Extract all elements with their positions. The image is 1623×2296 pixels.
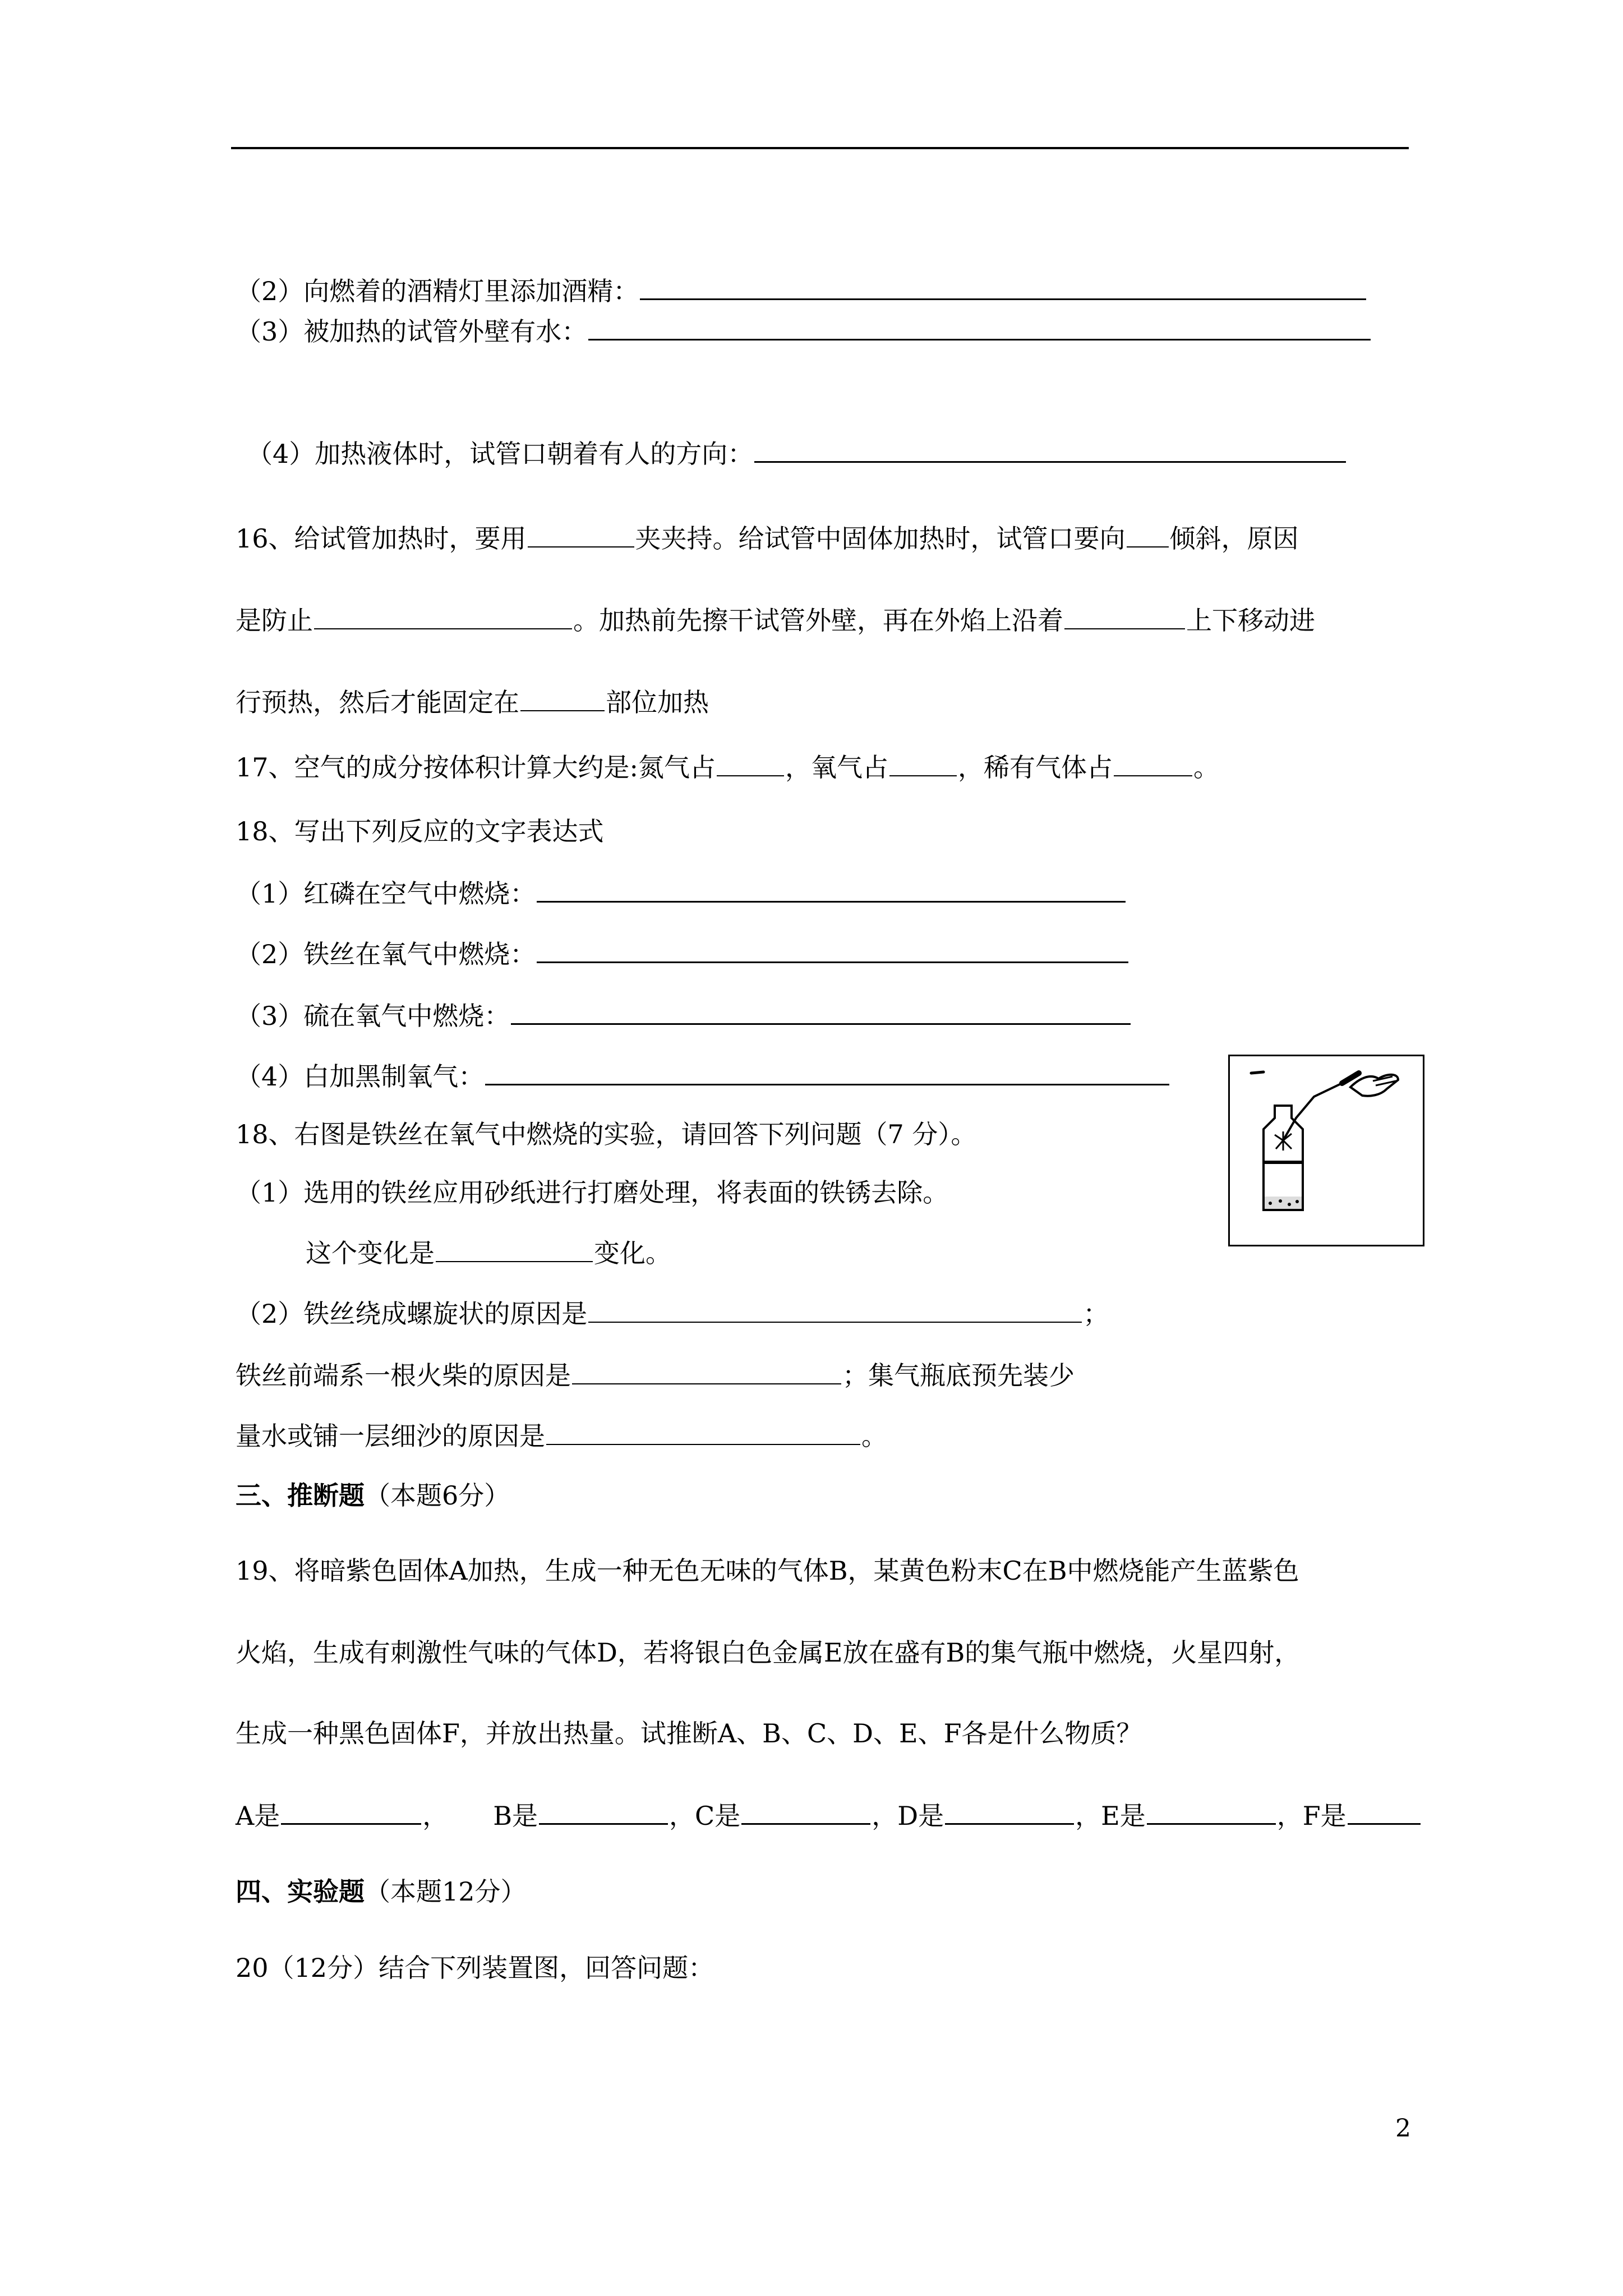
- q18-equations-title: 18、写出下列反应的文字表达式: [236, 816, 604, 846]
- answer-blank[interactable]: [640, 274, 1366, 300]
- q15-item-2: （2）向燃着的酒精灯里添加酒精：: [236, 274, 1367, 308]
- q16-line-2: 是防止 。加热前先擦干试管外壁，再在外焰上沿着 上下移动进: [236, 604, 1315, 637]
- answer-blank[interactable]: [945, 1798, 1074, 1825]
- answer-blank[interactable]: [717, 751, 784, 776]
- iron-wire-combustion-figure: [1228, 1055, 1424, 1246]
- q19-line-1: 19、将暗紫色固体A加热，生成一种无色无味的气体B，某黄色粉末C在B中燃烧能产生蓝紫色: [236, 1556, 1299, 1586]
- q19-answers: A是 ， B是 ，C是 ，D是 ，E是 ，F是: [236, 1798, 1422, 1833]
- answer-blank[interactable]: [889, 751, 957, 776]
- answer-blank[interactable]: [1147, 1798, 1276, 1825]
- q18-part-2-match: 铁丝前端系一根火柴的原因是 ；集气瓶底预先装少: [236, 1359, 1075, 1392]
- page-number: 2: [1395, 2114, 1411, 2143]
- header-rule: [231, 147, 1409, 149]
- answer-blank[interactable]: [741, 1798, 870, 1825]
- answer-blank[interactable]: [520, 685, 605, 711]
- answer-blank[interactable]: [281, 1798, 421, 1825]
- answer-blank[interactable]: [539, 1798, 668, 1825]
- answer-blank[interactable]: [1114, 751, 1192, 776]
- answer-blank[interactable]: [528, 522, 634, 547]
- answer-blank[interactable]: [485, 1059, 1169, 1085]
- section-3-heading: 三、推断题（本题6分）: [236, 1480, 510, 1511]
- answer-blank[interactable]: [1064, 604, 1185, 629]
- answer-blank[interactable]: [314, 604, 572, 629]
- q18-item-3: （3）硫在氧气中燃烧：: [236, 999, 1132, 1033]
- q19-line-3: 生成一种黑色固体F，并放出热量。试推断A、B、C、D、E、F各是什么物质？: [236, 1718, 1142, 1749]
- answer-blank[interactable]: [754, 436, 1346, 463]
- q17-line: 17、空气的成分按体积计算大约是:氮气占 ，氧气占 ，稀有气体占 。: [236, 751, 1219, 784]
- answer-blank[interactable]: [588, 314, 1371, 341]
- answer-blank[interactable]: [572, 1359, 841, 1384]
- answer-blank[interactable]: [511, 999, 1131, 1025]
- q15-item-3: （3）被加热的试管外壁有水：: [236, 314, 1372, 348]
- answer-blank[interactable]: [588, 1297, 1082, 1323]
- q19-line-2: 火焰，生成有刺激性气味的气体D，若将银白色金属E放在盛有B的集气瓶中燃烧，火星四射，: [236, 1637, 1301, 1668]
- answer-blank[interactable]: [436, 1236, 593, 1262]
- q15-item-4: （4）加热液体时，试管口朝着有人的方向：: [247, 436, 1347, 471]
- answer-blank[interactable]: [546, 1419, 860, 1445]
- q16-line-3: 行预热，然后才能固定在 部位加热: [236, 685, 709, 719]
- answer-blank[interactable]: [1127, 522, 1169, 547]
- q18-item-2: （2）铁丝在氧气中燃烧：: [236, 937, 1129, 971]
- q18-item-1: （1）红磷在空气中燃烧：: [236, 876, 1127, 910]
- answer-blank[interactable]: [537, 937, 1128, 963]
- combustion-apparatus-icon: [1230, 1056, 1423, 1245]
- section-4-heading: 四、实验题（本题12分）: [236, 1876, 527, 1907]
- answer-blank[interactable]: [537, 876, 1126, 903]
- q18-experiment-title: 18、右图是铁丝在氧气中燃烧的实验，请回答下列问题（7 分）。: [236, 1119, 977, 1149]
- q20-prompt: 20（12分）结合下列装置图，回答问题：: [236, 1953, 714, 1983]
- q18-item-4: （4）白加黑制氧气：: [236, 1059, 1170, 1093]
- q18-part-1: （1）选用的铁丝应用砂纸进行打磨处理，将表面的铁锈去除。: [236, 1177, 949, 1208]
- q18-part-1-answer: 这个变化是 变化。: [306, 1236, 671, 1270]
- q18-part-2-water: 量水或铺一层细沙的原因是 。: [236, 1419, 887, 1453]
- q16-line-1: 16、给试管加热时，要用 夹夹持。给试管中固体加热时，试管口要向 倾斜，原因: [236, 522, 1299, 555]
- answer-blank[interactable]: [1348, 1798, 1421, 1825]
- q18-part-2: （2）铁丝绕成螺旋状的原因是 ；: [236, 1297, 1109, 1331]
